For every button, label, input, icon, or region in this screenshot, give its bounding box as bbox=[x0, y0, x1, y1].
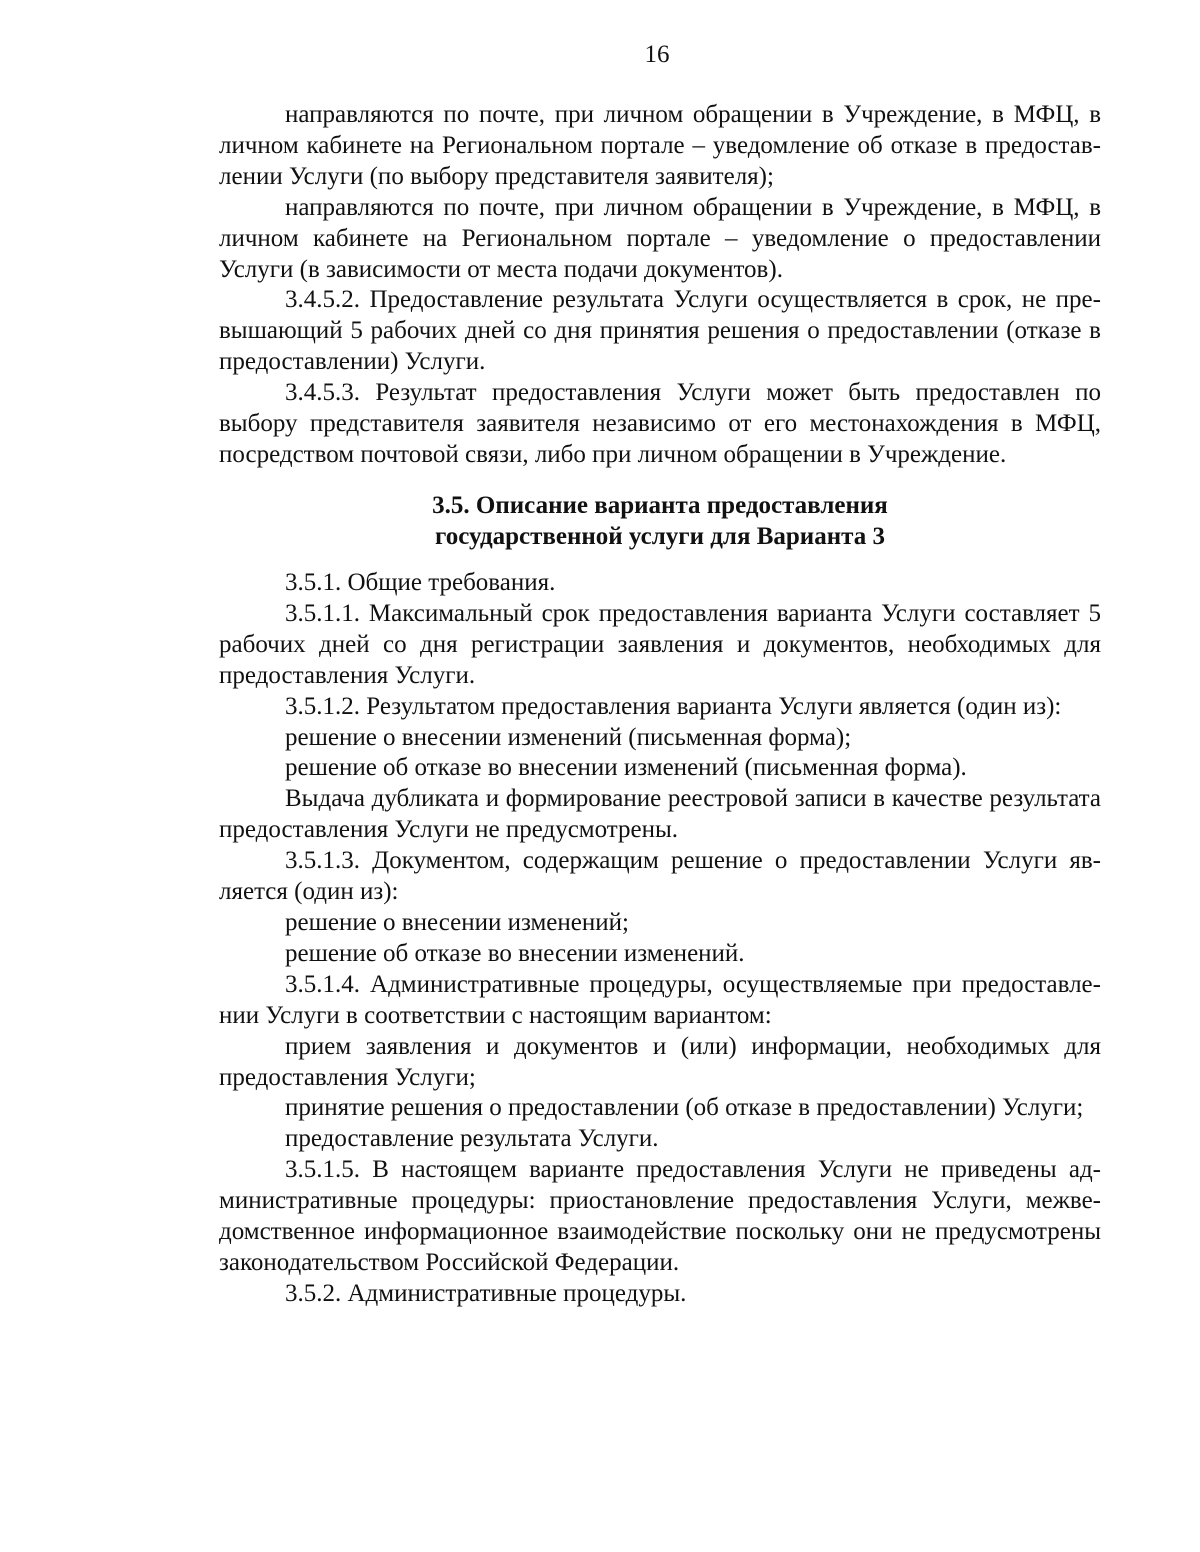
list-item: принятие решения о предоставлении (об отказе в предоставлении) Услуги; bbox=[285, 1094, 1084, 1122]
list-item: решение об отказе во внесении изменений. bbox=[285, 939, 745, 967]
list-item: решение о внесении изменений; bbox=[285, 908, 629, 936]
document-body-bottom bbox=[219, 568, 1101, 1310]
paragraph: 3.5.1.3. Документом, содержащим решение о предоставлении Услуги является (один из): bbox=[219, 847, 1101, 906]
paragraph: 3.5.1.2. Результатом предоставления варианта Услуги является (один из): bbox=[285, 692, 1062, 720]
paragraph: 3.5.1.4. Административные процедуры, осуществляемые при предоставлении Услуги в соответствии с настоящим вариантом: bbox=[219, 970, 1101, 1029]
paragraph: 3.5.1. Общие требования. bbox=[285, 569, 556, 596]
list-item: предоставление результата Услуги. bbox=[285, 1125, 659, 1153]
paragraph: 3.4.5.3. Результат предоставления Услуги может быть предоставлен по выбору представителя заявителя независимо от его местонахождения в МФЦ, посредством почтовой связи, либо при личном обращении в Учреждение. bbox=[219, 379, 1101, 468]
page-number: 16 bbox=[644, 41, 670, 68]
list-item: решение о внесении изменений (письменная форма); bbox=[285, 723, 852, 751]
document-body-top bbox=[219, 100, 1101, 471]
list-item: решение об отказе во внесении изменений (письменная форма). bbox=[285, 754, 967, 782]
paragraph: Выдача дубликата и формирование реестровой записи в качестве результата предоставления Услуги не предусмотрены. bbox=[219, 785, 1101, 844]
section-heading-line: государственной услуги для Варианта 3 bbox=[435, 523, 885, 550]
paragraph: 3.5.1.5. В настоящем варианте предоставления Услуги не приведены административные процедуры: приостановление предоставления Услуги, межведомственное информационное взаимодействие поскольку они не предусмотрены законодательством Российской Федерации. bbox=[219, 1156, 1101, 1276]
section-heading-line: 3.5. Описание варианта предоставления bbox=[432, 492, 888, 519]
paragraph: 3.4.5.2. Предоставление результата Услуги осуществляется в срок, не превышающий 5 рабочих дней со дня принятия решения о предоставлении (отказе в предоставлении) Услуги. bbox=[219, 286, 1101, 376]
section-heading bbox=[219, 490, 1101, 552]
paragraph: направляются по почте, при личном обращении в Учреждение, в МФЦ, в личном кабинете на Региональном портале – уведомление о предоставлении Услуги (в зависимости от места подачи документов). bbox=[219, 193, 1101, 283]
paragraph: 3.5.1.1. Максимальный срок предоставления варианта Услуги составляет 5 рабочих дней со дня регистрации заявления и документов, необходимых для предоставления Услуги. bbox=[219, 599, 1101, 689]
list-item: прием заявления и документов и (или) информации, необходимых для предоставления Услуги; bbox=[219, 1032, 1101, 1091]
paragraph: 3.5.2. Административные процедуры. bbox=[285, 1279, 687, 1307]
paragraph: направляются по почте, при личном обращении в Учреждение, в МФЦ, в личном кабинете на Региональном портале – уведомление об отказе в предоставлении Услуги (по выбору представителя заявителя); bbox=[219, 101, 1101, 190]
